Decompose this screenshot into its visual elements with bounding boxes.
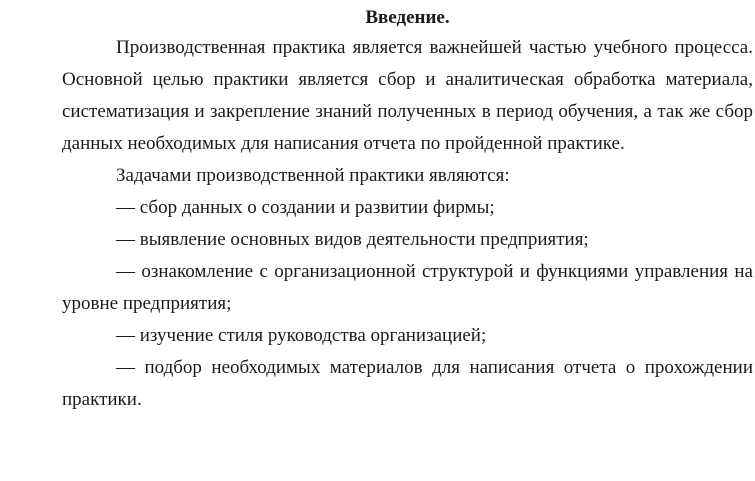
- task-item: — ознакомление с организационной структурой и функциями управления на уровне предприятия;: [62, 261, 753, 314]
- document-title: Введение.: [365, 7, 450, 28]
- task-item: — подбор необходимых материалов для написания отчета о прохождении практики.: [62, 357, 753, 410]
- task-item: — изучение стиля руководства организацией;: [116, 325, 487, 346]
- task-item: — выявление основных видов деятельности предприятия;: [116, 229, 589, 250]
- tasks-heading: Задачами производственной практики являются:: [116, 165, 510, 186]
- intro-paragraph: Производственная практика является важнейшей частью учебного процесса. Основной целью практики является сбор и аналитическая обработка материала, систематизация и закрепление знаний полученных в период обучения, а так же сбор данных необходимых для написания отчета по пройденной практике.: [62, 37, 753, 154]
- task-item: — сбор данных о создании и развитии фирмы;: [116, 197, 495, 218]
